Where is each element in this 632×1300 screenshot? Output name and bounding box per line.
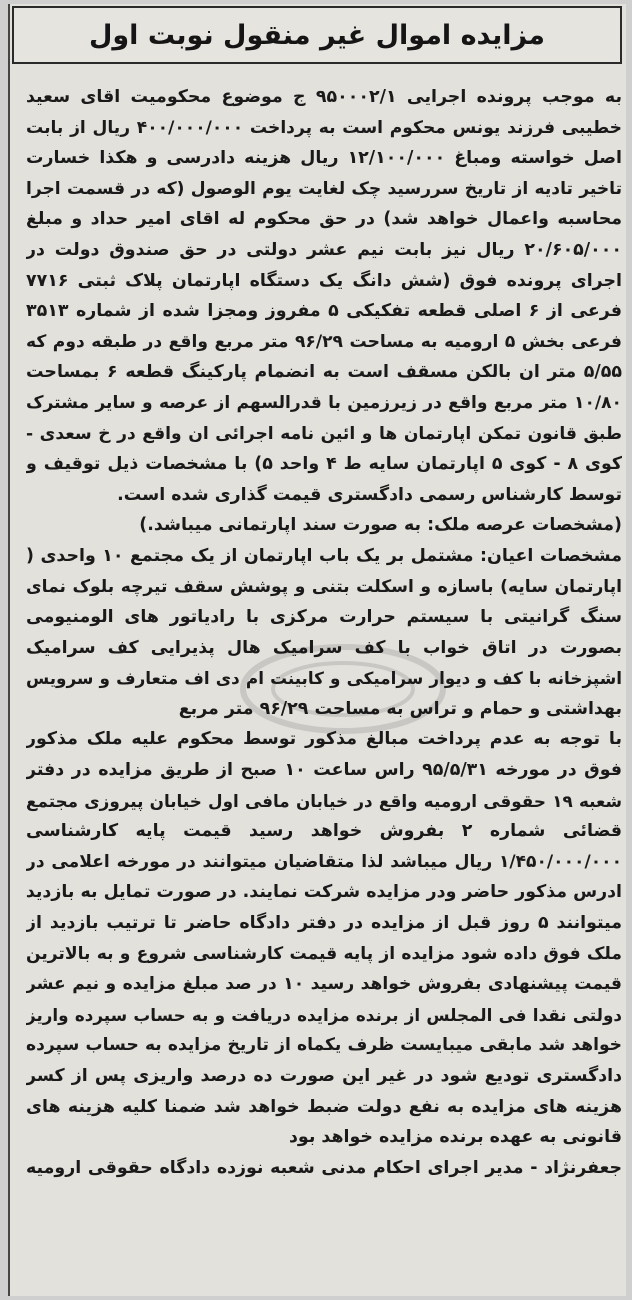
text-line: سنگ گرانیتی با سیستم حرارت مرکزی با رادیاتور های الومنیومی — [26, 607, 622, 628]
text-line: اپارتمان سایه) باسازه و اسکلت بتنی و پوشش سقف تیرچه بلوک نمای — [26, 576, 622, 597]
text-line: ۲۰/۶۰۵/۰۰۰ ریال نیز بابت نیم عشر دولتی در حق صندوق دولت در — [26, 239, 622, 260]
text-line: اجرای پرونده فوق (شش دانگ یک دستگاه اپارتمان پلاک ثبتی ۷۷۱۶ — [26, 270, 622, 291]
text-line: قضائی شماره ۲ بفروش خواهد رسید قیمت پایه کارشناسی — [26, 821, 622, 842]
text-line: اشپزخانه با کف و دیوار سرامیکی و کابینت ام دی اف متعارف و سرویس — [26, 668, 622, 689]
text-line: مشخصات اعیان: مشتمل بر یک باب اپارتمان از یک مجتمع ۱۰ واحدی ( — [26, 545, 622, 566]
text-line: فرعی از ۶ اصلی قطعه تفکیکی ۵ مفروز ومجزا شده از شماره ۳۵۱۳ — [26, 301, 622, 322]
text-line: هزینه های مزایده به نفع دولت ضبط خواهد شد ضمنا کلیه هزینه های — [26, 1096, 622, 1117]
text-line: بهداشتی و حمام و تراس به مساحت ۹۶/۲۹ متر مربع — [178, 698, 622, 719]
title-box — [12, 6, 622, 64]
text-line: ۵/۵۵ متر ان بالکن مسقف است به انضمام پارکینگ قطعه ۶ بمساحت — [26, 362, 622, 383]
text-line: فوق در مورخه ۹۵/۵/۳۱ راس ساعت ۱۰ صبح از طریق مزایده در دفتر — [26, 760, 622, 781]
text-line: کوی ۸ - کوی ۵ اپارتمان سایه ط ۴ واحد ۵) با مشخصات ذیل توقیف و — [26, 454, 622, 475]
text-line: تاخیر تادیه از تاریخ سررسید چک لغایت یوم الوصول (که در قسمت اجرا — [26, 178, 622, 199]
text-line: به موجب پرونده اجرایی ۹۵۰۰۰۲/۱ ج موضوع محکومیت اقای سعید — [26, 87, 622, 107]
text-line: محاسبه واعمال خواهد شد) در حق محکوم له اقای امیر حداد و مبلغ — [26, 209, 622, 230]
text-line: شعبه ۱۹ حقوقی ارومیه واقع در خیابان مافی اول خیابان پیروزی مجتمع — [26, 790, 622, 811]
column-divider — [8, 4, 10, 1296]
text-line: فرعی بخش ۵ ارومیه به مساحت ۹۶/۲۹ متر مربع واقع در طبقه دوم که — [26, 331, 622, 352]
text-line: اصل خواسته ومباغ ۱۲/۱۰۰/۰۰۰ ریال هزینه دادرسی و هکذا خسارت — [26, 148, 622, 169]
text-line: ۱۰/۸۰ متر مربع واقع در زیرزمین با قدرالسهم از عرصه و سایر مشترک — [26, 392, 622, 413]
text-line: قانونی به عهده برنده مزایده خواهد بود — [289, 1127, 622, 1148]
text-line: ملک فوق داده شود مزایده از پایه قیمت کارشناسی شروع و به بالاترین — [26, 943, 622, 964]
newspaper-clipping — [8, 4, 626, 1296]
text-line: توسط کارشناس رسمی دادگستری قیمت گذاری شده است. — [117, 484, 622, 505]
text-line: خطیبی فرزند یونس محکوم است به پرداخت ۴۰۰/۰۰۰/۰۰۰ ریال از بابت — [26, 117, 622, 138]
text-line: (مشخصات عرصه ملک: به صورت سند اپارتمانی میباشد.) — [139, 515, 622, 536]
text-line: دادگستری تودیع شود در غیر این صورت ده درصد واریزی پس از کسر — [26, 1066, 622, 1086]
text-line: خواهد شد مابقی میبایست ظرف یکماه از تاریخ مزایده به حساب سپرده — [26, 1035, 622, 1056]
announcement-body — [26, 82, 622, 1183]
text-line: قیمت پیشنهادی بفروش خواهد رسید ۱۰ در صد مبلغ مزایده و نیم عشر — [26, 974, 622, 995]
auction-title: مزایده اموال غیر منقول نوبت اول — [88, 19, 546, 51]
text-line: ۱/۴۵۰/۰۰۰/۰۰۰ ریال میباشد لذا متقاضیان میتوانند در مورخه اعلامی در — [26, 851, 622, 872]
text-line: میتوانند ۵ روز قبل از مزایده در دفتر دادگاه حاضر تا ترتیب بازدید از — [26, 913, 622, 934]
text-line: بصورت در اتاق خواب با کف سرامیک هال پذیرایی کف سرامیک — [26, 637, 622, 658]
signature-line: جعفرنژاد - مدیر اجرای احکام مدنی شعبه نوزده دادگاه حقوقی ارومیه — [26, 1157, 622, 1178]
text-line: طبق قانون تمکن اپارتمان ها و ائین نامه اجرائی ان واقع در خ سعدی - — [26, 423, 622, 444]
text-line: با توجه به عدم پرداخت مبالغ مذکور توسط محکوم علیه ملک مذکور — [26, 729, 622, 750]
text-line: دولتی نقدا فی المجلس از برنده مزایده دریافت و به حساب سپرده واریز — [26, 1004, 622, 1025]
text-line: ادرس مذکور حاضر ودر مزایده شرکت نمایند. در صورت تمایل به بازدید — [26, 882, 622, 903]
